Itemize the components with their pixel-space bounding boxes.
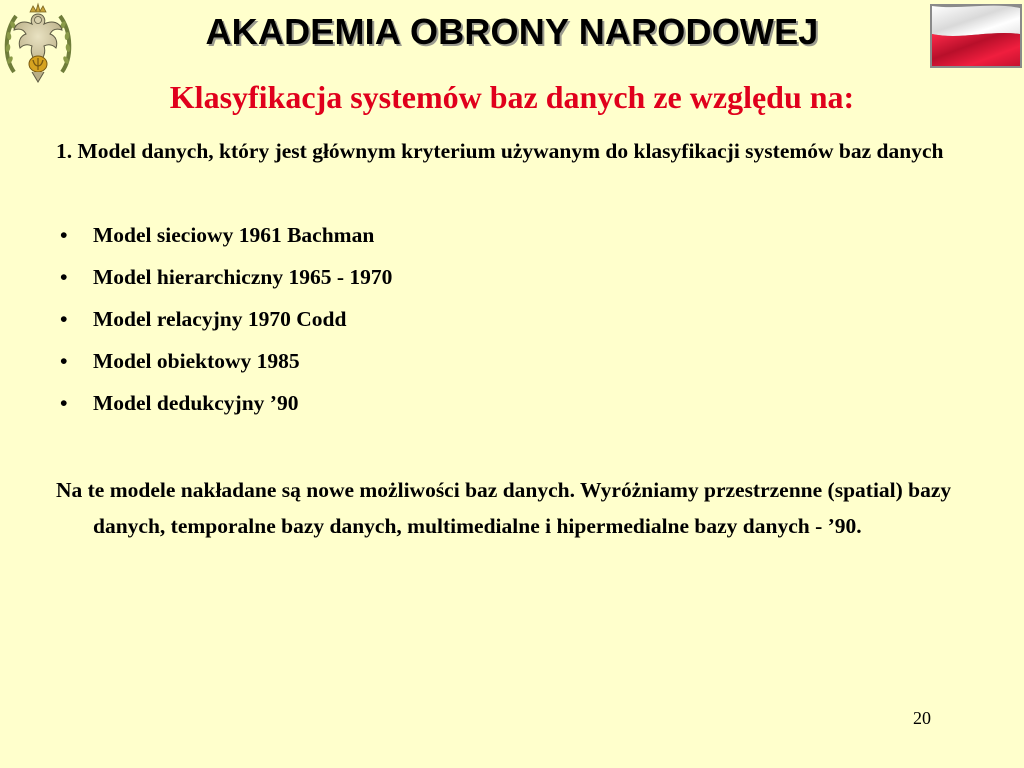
list-item	[56, 344, 986, 386]
list-item	[56, 302, 986, 344]
closing-paragraph: Na te modele nakładane są nowe możliwości baz danych. Wyróżniamy przestrzenne (spatial) bazy danych, temporalne bazy danych, multimedialne i hipermedialne bazy danych - ’90.	[56, 478, 952, 538]
slide-number: 20	[913, 708, 931, 728]
slide-title: Klasyfikacja systemów baz danych ze względu na:	[169, 79, 855, 115]
institution-header: AKADEMIA OBRONY NARODOWEJ	[205, 11, 819, 52]
model-list	[56, 218, 986, 428]
list-item-text: Model relacyjny 1970 Codd	[93, 307, 347, 331]
bullet-icon: •	[60, 223, 68, 247]
list-item	[56, 218, 986, 260]
bullet-icon: •	[60, 265, 68, 289]
bullet-icon: •	[60, 391, 68, 415]
list-item-text: Model sieciowy 1961 Bachman	[93, 223, 375, 247]
bullet-icon: •	[60, 349, 68, 373]
list-item-text: Model obiektowy 1985	[93, 349, 300, 373]
bullet-icon: •	[60, 307, 68, 331]
intro-paragraph: 1. Model danych, który jest głównym kryterium używanym do klasyfikacji systemów baz danych	[56, 139, 944, 163]
list-item	[56, 386, 986, 428]
slide-body	[56, 134, 986, 544]
list-item-text: Model dedukcyjny ’90	[93, 391, 299, 415]
list-item-text: Model hierarchiczny 1965 - 1970	[93, 265, 393, 289]
list-item	[56, 260, 986, 302]
